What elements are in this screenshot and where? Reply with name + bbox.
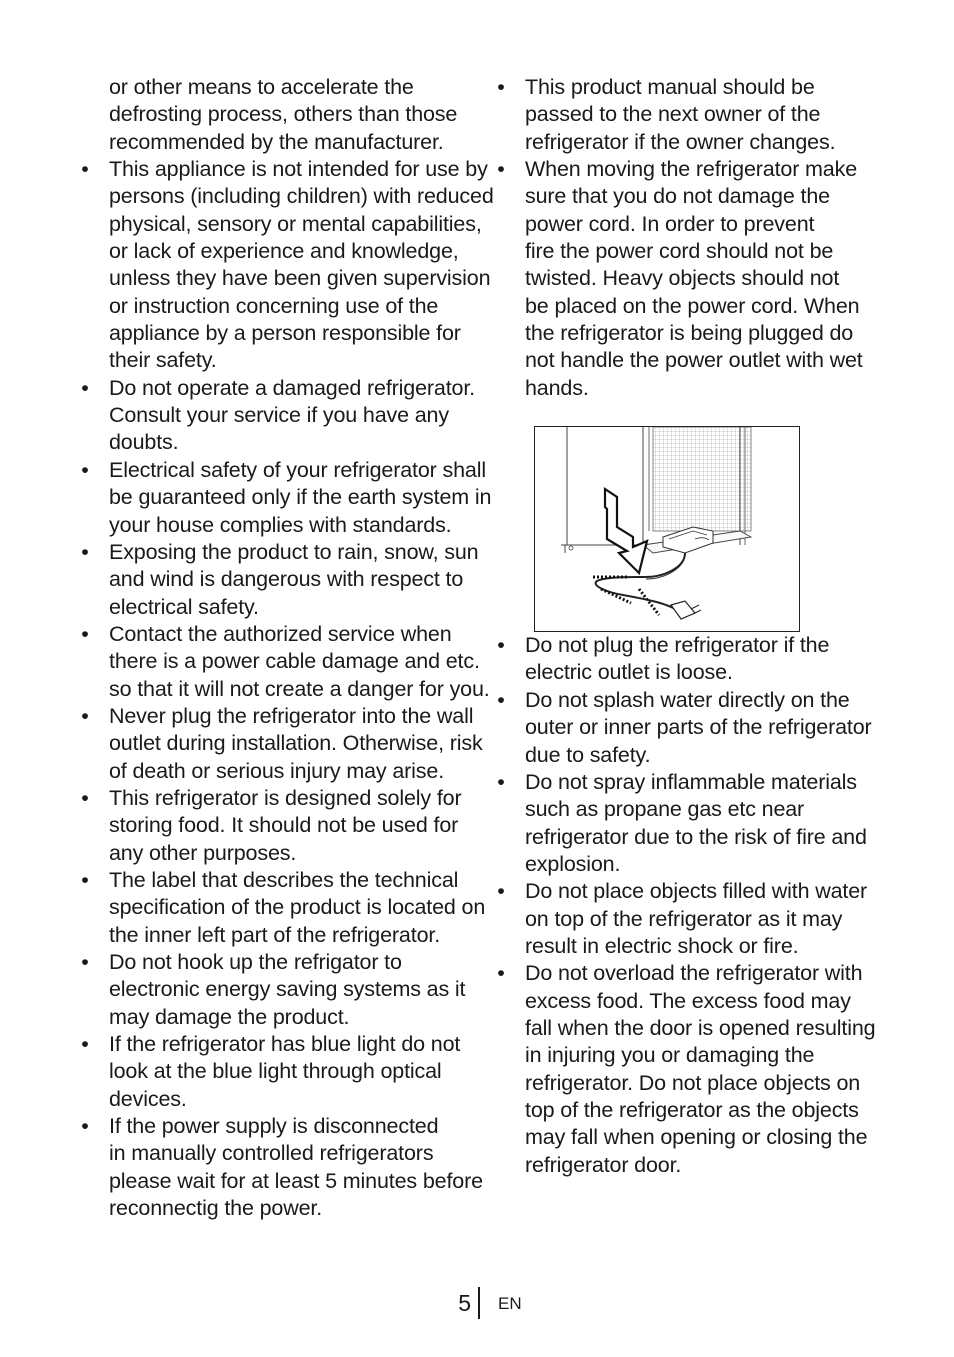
text-line: electric outlet is loose. xyxy=(525,660,733,685)
text-line: be guaranteed only if the earth system in xyxy=(109,485,492,510)
text-line: If the power supply is disconnected xyxy=(109,1114,439,1139)
text-line: passed to the next owner of the xyxy=(525,102,821,127)
bullet-item xyxy=(497,687,885,769)
bullet-item xyxy=(497,960,885,1179)
bullet-item xyxy=(81,867,501,949)
bullet-item xyxy=(81,539,501,621)
text-line: doubts. xyxy=(109,430,179,455)
text-line: Electrical safety of your refrigerator shall xyxy=(109,457,486,482)
text-line: recommended by the manufacturer. xyxy=(109,129,444,154)
text-line: sure that you do not damage the xyxy=(525,184,830,209)
right-column xyxy=(497,74,885,1179)
text-line: on top of the refrigerator as it may xyxy=(525,906,843,931)
text-line: excess food. The excess food may xyxy=(525,988,851,1013)
text-line: in manually controlled refrigerators xyxy=(109,1141,434,1166)
bullet-dot-icon: • xyxy=(497,879,505,904)
bullet-item xyxy=(81,949,501,1031)
bullet-dot-icon: • xyxy=(497,75,505,99)
bullet-dot-icon: • xyxy=(497,687,505,712)
text-line: When moving the refrigerator make xyxy=(525,157,858,182)
text-line: be placed on the power cord. When xyxy=(525,293,860,318)
text-line: reconnectig the power. xyxy=(109,1196,323,1221)
text-line: outlet during installation. Otherwise, risk xyxy=(109,731,483,756)
text-line: look at the blue light through optical xyxy=(109,1059,442,1084)
bullet-item xyxy=(81,457,501,539)
text-line: and wind is dangerous with respect to xyxy=(109,567,464,592)
bullet-dot-icon: • xyxy=(81,375,89,400)
text-line: result in electric shock or fire. xyxy=(525,933,799,958)
text-line: or instruction concerning use of the xyxy=(109,293,439,318)
text-line: such as propane gas etc near xyxy=(525,797,805,822)
left-column xyxy=(81,74,501,1222)
text-line: outer or inner parts of the refrigerator xyxy=(525,715,872,740)
text-line: physical, sensory or mental capabilities, xyxy=(109,211,482,236)
text-line: Contact the authorized service when xyxy=(109,621,452,646)
text-line: refrigerator. Do not place objects on xyxy=(525,1070,861,1095)
text-line: devices. xyxy=(109,1086,187,1111)
text-line: refrigerator door. xyxy=(525,1152,682,1177)
page-footer xyxy=(0,1287,954,1321)
page-number: 5 xyxy=(458,1290,471,1316)
text-line: due to safety. xyxy=(525,742,651,767)
right-column-bottom-list xyxy=(497,632,885,1179)
bullet-dot-icon: • xyxy=(81,457,89,482)
text-line: or other means to accelerate the xyxy=(109,75,414,99)
text-line: storing food. It should not be used for xyxy=(109,813,459,838)
bullet-item xyxy=(497,74,885,156)
text-line: twisted. Heavy objects should not xyxy=(525,266,840,291)
bullet-dot-icon: • xyxy=(81,1114,89,1139)
text-line: appliance by a person responsible for xyxy=(109,321,461,346)
bullet-dot-icon: • xyxy=(497,769,505,794)
bullet-item xyxy=(81,703,501,785)
text-line: This appliance is not intended for use by xyxy=(109,157,488,182)
bullet-dot-icon: • xyxy=(497,633,505,658)
text-line: their safety. xyxy=(109,348,217,373)
bullet-item xyxy=(81,375,501,457)
text-line: Do not spray inflammable materials xyxy=(525,769,857,794)
text-line: Do not hook up the refrigator to xyxy=(109,950,402,974)
bullet-dot-icon: • xyxy=(81,703,89,728)
bullet-dot-icon: • xyxy=(81,157,89,182)
text-line: If the refrigerator has blue light do not xyxy=(109,1032,461,1057)
text-line: may fall when opening or closing the xyxy=(525,1125,868,1150)
text-line: specification of the product is located on xyxy=(109,895,486,920)
text-line: Exposing the product to rain, snow, sun xyxy=(109,539,479,564)
power-cord-warning-icon xyxy=(535,427,798,630)
footer-divider xyxy=(478,1287,480,1319)
text-line: there is a power cable damage and etc. xyxy=(109,649,480,674)
text-line: hands. xyxy=(525,375,589,400)
text-line: Do not plug the refrigerator if the xyxy=(525,633,830,658)
bullet-dot-icon: • xyxy=(497,961,505,986)
text-line: the refrigerator is being plugged do xyxy=(525,321,854,346)
language-code: EN xyxy=(498,1294,522,1313)
text-line: not handle the power outlet with wet xyxy=(525,348,863,373)
bullet-dot-icon: • xyxy=(81,539,89,564)
bullet-dot-icon: • xyxy=(81,785,89,810)
bullet-item xyxy=(81,1113,501,1222)
text-line: Consult your service if you have any xyxy=(109,403,449,428)
bullet-item xyxy=(109,74,501,156)
bullet-item xyxy=(497,156,885,402)
bullet-dot-icon: • xyxy=(81,950,89,974)
bullet-item xyxy=(497,878,885,960)
bullet-item xyxy=(497,769,885,878)
text-line: of death or serious injury may arise. xyxy=(109,758,445,783)
text-line: defrosting process, others than those xyxy=(109,102,458,127)
text-line: your house complies with standards. xyxy=(109,512,452,537)
text-line: explosion. xyxy=(525,851,621,876)
text-line: Never plug the refrigerator into the wall xyxy=(109,703,474,728)
text-line: This refrigerator is designed solely for xyxy=(109,785,462,810)
text-line: any other purposes. xyxy=(109,840,297,865)
text-line: Do not place objects filled with water xyxy=(525,879,868,904)
power-cord-illustration xyxy=(534,426,800,632)
text-line: fire the power cord should not be xyxy=(525,239,834,264)
text-line: electrical safety. xyxy=(109,594,259,619)
text-line: refrigerator due to the risk of fire and xyxy=(525,824,867,849)
text-line: or lack of experience and knowledge, xyxy=(109,239,459,264)
text-line: Do not splash water directly on the xyxy=(525,687,850,712)
bullet-item xyxy=(497,632,885,687)
text-line: Do not operate a damaged refrigerator. xyxy=(109,375,476,400)
text-line: The label that describes the technical xyxy=(109,867,459,892)
bullet-item xyxy=(81,1031,501,1113)
text-line: so that it will not create a danger for you. xyxy=(109,676,490,701)
text-line: refrigerator if the owner changes. xyxy=(525,129,836,154)
bullet-dot-icon: • xyxy=(81,621,89,646)
text-line: fall when the door is opened resulting xyxy=(525,1015,876,1040)
bullet-item xyxy=(81,156,501,375)
bullet-dot-icon: • xyxy=(81,1032,89,1057)
text-line: please wait for at least 5 minutes before xyxy=(109,1168,483,1193)
bullet-item xyxy=(81,785,501,867)
text-line: unless they have been given supervision xyxy=(109,266,491,291)
text-line: persons (including children) with reduced xyxy=(109,184,494,209)
text-line: may damage the product. xyxy=(109,1004,350,1029)
bullet-dot-icon: • xyxy=(497,157,505,182)
text-line: top of the refrigerator as the objects xyxy=(525,1097,859,1122)
bullet-dot-icon: • xyxy=(81,867,89,892)
text-line: in injuring you or damaging the xyxy=(525,1043,815,1068)
text-line: This product manual should be xyxy=(525,75,815,99)
text-line: electronic energy saving systems as it xyxy=(109,977,466,1002)
right-column-top-list xyxy=(497,74,885,402)
bullet-item xyxy=(81,621,501,703)
text-line: the inner left part of the refrigerator. xyxy=(109,922,441,947)
text-line: power cord. In order to prevent xyxy=(525,211,815,236)
text-line: Do not overload the refrigerator with xyxy=(525,961,863,986)
